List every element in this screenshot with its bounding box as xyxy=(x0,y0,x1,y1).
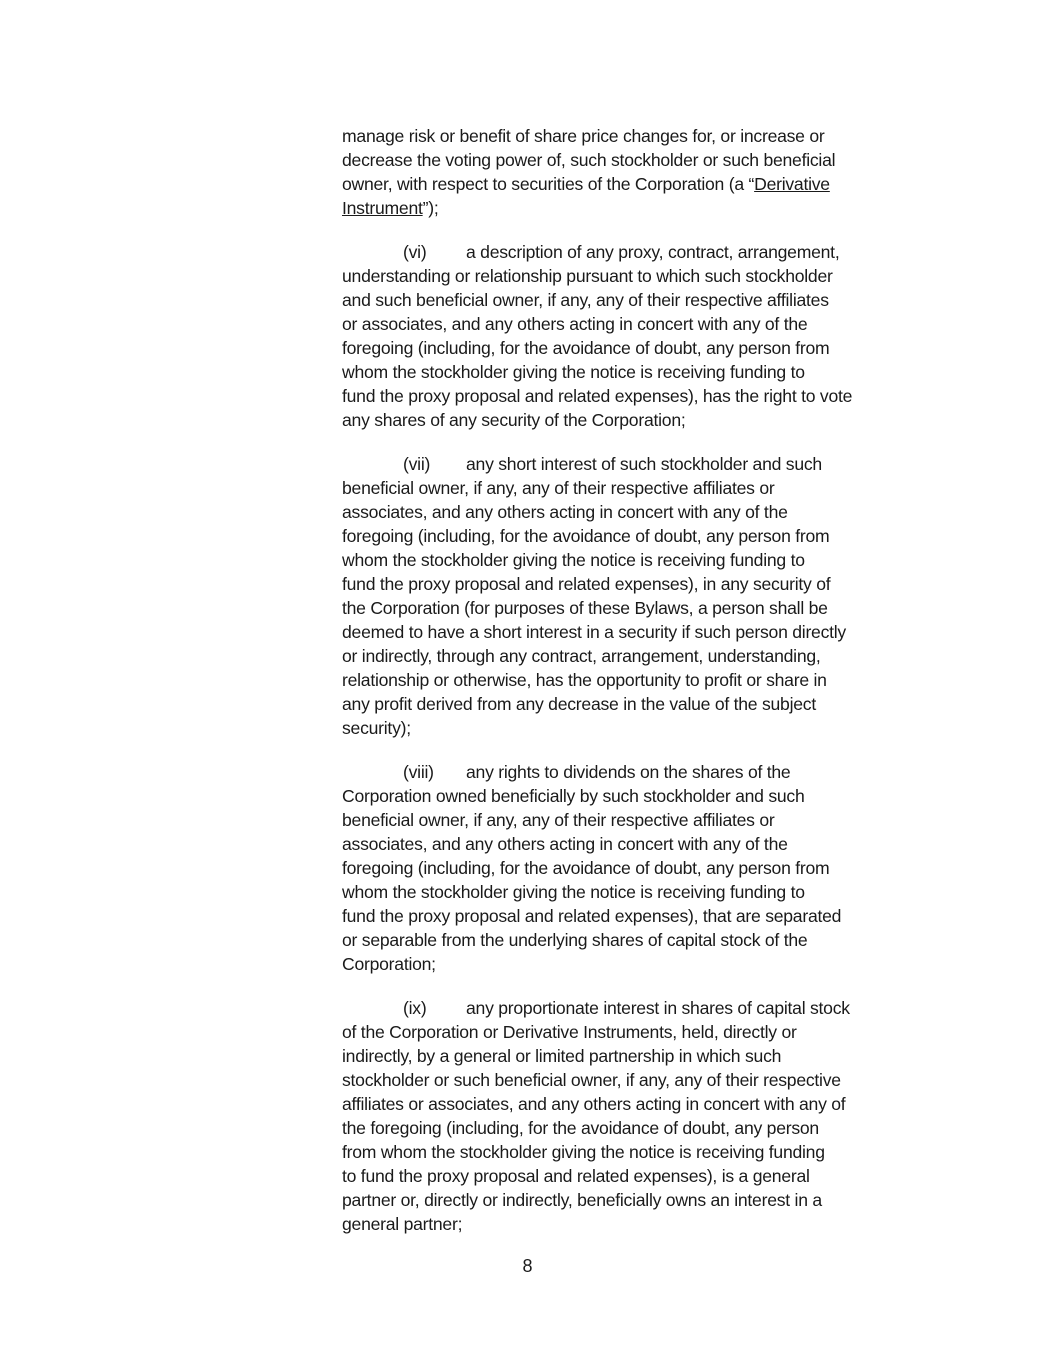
text-line: any profit derived from any decrease in the value of the subject xyxy=(342,694,816,714)
text-line: decrease the voting power of, such stockholder or such beneficial xyxy=(342,150,836,170)
text-line: whom the stockholder giving the notice is receiving funding to xyxy=(342,550,805,570)
text-line: of the Corporation or Derivative Instruments, held, directly or xyxy=(342,1022,797,1042)
text-line xyxy=(342,760,942,784)
text-line: manage risk or benefit of share price changes for, or increase or xyxy=(342,126,825,146)
text-segment: any proportionate interest in shares of capital stock xyxy=(466,998,850,1018)
clause-label: (vi) xyxy=(403,242,427,262)
text-line xyxy=(342,996,942,1020)
text-segment: owner, with respect to securities of the Corporation (a “ xyxy=(342,174,755,194)
text-line: relationship or otherwise, has the opportunity to profit or share in xyxy=(342,670,827,690)
text-line: indirectly, by a general or limited partnership in which such xyxy=(342,1046,782,1066)
text-line: or separable from the underlying shares of capital stock of the xyxy=(342,930,808,950)
text-line: whom the stockholder giving the notice is receiving funding to xyxy=(342,362,805,382)
text-line: fund the proxy proposal and related expenses), that are separated xyxy=(342,906,842,926)
text-line: associates, and any others acting in concert with any of the xyxy=(342,834,788,854)
text-line xyxy=(342,196,942,220)
text-line xyxy=(342,172,942,196)
paragraph-viii xyxy=(342,760,942,976)
text-segment: a description of any proxy, contract, arrangement, xyxy=(466,242,840,262)
text-line: fund the proxy proposal and related expenses), has the right to vote xyxy=(342,386,853,406)
text-segment: any short interest of such stockholder and such xyxy=(466,454,822,474)
text-segment: any rights to dividends on the shares of the xyxy=(466,762,791,782)
text-line: Corporation; xyxy=(342,954,436,974)
clause-label: (vii) xyxy=(403,454,431,474)
text-line: understanding or relationship pursuant to which such stockholder xyxy=(342,266,833,286)
text-line: stockholder or such beneficial owner, if any, any of their respective xyxy=(342,1070,841,1090)
text-line: the Corporation (for purposes of these Bylaws, a person shall be xyxy=(342,598,828,618)
text-line: fund the proxy proposal and related expenses), in any security of xyxy=(342,574,831,594)
text-line: foregoing (including, for the avoidance of doubt, any person from xyxy=(342,338,830,358)
text-line: general partner; xyxy=(342,1214,463,1234)
text-segment: ”); xyxy=(422,198,439,218)
text-line: associates, and any others acting in concert with any of the xyxy=(342,502,788,522)
text-line: Corporation owned beneficially by such stockholder and such xyxy=(342,786,805,806)
text-line: security); xyxy=(342,718,411,738)
document-body xyxy=(342,124,942,1256)
paragraph-ix xyxy=(342,996,942,1236)
page-number: 8 xyxy=(522,1256,533,1276)
clause-label: (viii) xyxy=(403,762,434,782)
paragraph-vi xyxy=(342,240,942,432)
text-line: from whom the stockholder giving the notice is receiving funding xyxy=(342,1142,825,1162)
text-line: to fund the proxy proposal and related expenses), is a general xyxy=(342,1166,810,1186)
text-line: foregoing (including, for the avoidance of doubt, any person from xyxy=(342,526,830,546)
text-line xyxy=(342,452,942,476)
text-line: beneficial owner, if any, any of their respective affiliates or xyxy=(342,810,775,830)
defined-term: Instrument xyxy=(342,198,423,218)
defined-term: Derivative xyxy=(754,174,830,194)
clause-label: (ix) xyxy=(403,998,427,1018)
text-line: or associates, and any others acting in concert with any of the xyxy=(342,314,808,334)
paragraph-intro xyxy=(342,124,942,220)
text-line: or indirectly, through any contract, arrangement, understanding, xyxy=(342,646,821,666)
text-line: beneficial owner, if any, any of their respective affiliates or xyxy=(342,478,775,498)
text-line: deemed to have a short interest in a security if such person directly xyxy=(342,622,846,642)
text-line xyxy=(342,240,942,264)
text-line: partner or, directly or indirectly, beneficially owns an interest in a xyxy=(342,1190,822,1210)
text-line: the foregoing (including, for the avoidance of doubt, any person xyxy=(342,1118,819,1138)
text-line: foregoing (including, for the avoidance of doubt, any person from xyxy=(342,858,830,878)
text-line: and such beneficial owner, if any, any of their respective affiliates xyxy=(342,290,829,310)
text-line: whom the stockholder giving the notice is receiving funding to xyxy=(342,882,805,902)
paragraph-vii xyxy=(342,452,942,740)
text-line: affiliates or associates, and any others acting in concert with any of xyxy=(342,1094,846,1114)
text-line: any shares of any security of the Corporation; xyxy=(342,410,686,430)
